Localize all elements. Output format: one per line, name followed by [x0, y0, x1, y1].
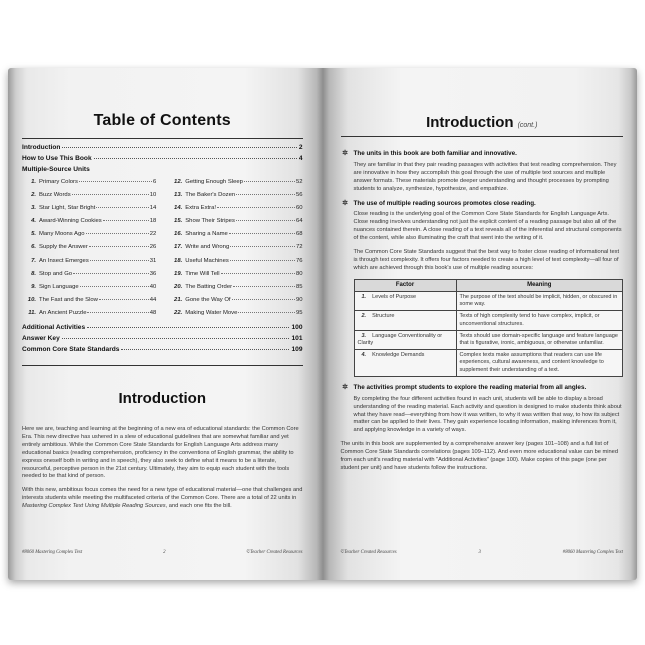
unit-leader-dots	[90, 260, 149, 261]
unit-title: Sharing a Name	[185, 231, 228, 238]
unit-entry	[168, 297, 302, 310]
unit-number: 13.	[174, 192, 183, 199]
unit-leader-dots	[86, 233, 149, 234]
unit-leader-dots	[236, 194, 295, 195]
right-page-content	[341, 68, 624, 580]
right-footer	[341, 550, 624, 555]
section-1-heading-text: The units in this book are both familiar and innovative.	[353, 150, 517, 157]
unit-entry	[22, 218, 156, 231]
unit-title: Write and Wrong	[185, 244, 230, 251]
toc-entry-page: 4	[298, 155, 303, 162]
unit-entry	[168, 310, 302, 323]
unit-leader-dots	[79, 181, 152, 182]
unit-leader-dots	[99, 299, 149, 300]
unit-page: 52	[295, 179, 303, 185]
units-grid	[22, 179, 303, 323]
unit-page: 31	[149, 257, 157, 264]
unit-title: Gone the Way Of	[185, 296, 231, 303]
unit-entry	[168, 218, 302, 231]
unit-leader-dots	[221, 273, 295, 274]
unit-number: 7.	[31, 257, 36, 264]
unit-entry	[22, 258, 156, 271]
toc-title: Table of Contents	[93, 112, 231, 129]
unit-title: Show Their Stripes	[185, 218, 235, 225]
toc-entry	[22, 346, 303, 357]
star-bullet-icon: ✲	[342, 383, 348, 391]
factor-cell	[354, 291, 456, 310]
star-bullet-icon: ✲	[342, 150, 348, 157]
unit-page: 95	[295, 309, 303, 316]
toc-entry-label: Common Core State Standards	[22, 346, 120, 353]
intro-paragraph-1: Here we are, teaching and learning at the beginning of a new era of educational standards: the Common Core Era. This new directive has ushered in a slew of educational guidelines that are somewhat familiar and yet entirely ambitious. While the Common Core State Standards for English Language Arts address many educational basics (reading comprehension, proficiency in the conventions of English grammar, the ability to express oneself both in writing and in speech), they also seek to define what it means to be a literate, resourceful, perceptive person in the 21st century. Ultimately, they aim to equip each student with the tools needed to be that kind of person.	[22, 426, 299, 480]
left-page-number: 2	[163, 550, 166, 555]
unit-entry	[22, 231, 156, 244]
unit-number: 1.	[31, 179, 36, 185]
unit-page: 10	[149, 192, 157, 199]
unit-page: 68	[295, 231, 303, 238]
unit-page: 76	[295, 257, 303, 264]
toc-entry-label: How to Use This Book	[22, 155, 92, 162]
unit-title: Useful Machines	[185, 257, 229, 264]
toc-leader-dots	[121, 349, 289, 350]
section-1-heading	[341, 150, 624, 158]
unit-title: An Ancient Puzzle	[39, 309, 87, 316]
unit-entry	[168, 179, 302, 192]
right-footer-title: #8060 Mastering Complex Text	[562, 550, 623, 555]
unit-entry	[22, 192, 156, 205]
unit-title: Primary Colors	[39, 179, 78, 185]
factor-column-header: Factor	[354, 279, 456, 291]
open-book	[8, 68, 637, 580]
unit-entry	[22, 284, 156, 297]
toc-entry-label: Additional Activities	[22, 324, 86, 331]
unit-number: 8.	[31, 270, 36, 277]
factor-cell	[354, 330, 456, 349]
unit-leader-dots	[229, 233, 295, 234]
right-page-title: Introduction	[426, 114, 514, 131]
unit-number: 9.	[31, 283, 36, 290]
intro-p2-start: With this new, ambitious focus comes the need for a new type of educational material—one that challenges and interests students while meeting the multifaceted criteria of the Common Core. There are a total of 22 units in	[22, 487, 303, 502]
section-2-text-1: Close reading is the underlying goal of the Common Core State Standards for English Language Arts. Close reading involves understanding not just the explicit content of a reading passage but also all of the nuances contained therein. A close reading of a text reveals all of the inferential and structural components of the content, while also illuminating the craft that went into the writing of it.	[353, 211, 622, 242]
factors-table	[354, 279, 624, 377]
factor-row	[354, 350, 623, 377]
unit-title: Time Will Tell	[185, 270, 220, 277]
factor-cell	[354, 350, 456, 377]
unit-leader-dots	[217, 207, 295, 208]
toc-bottom-rule	[22, 365, 303, 366]
meaning-cell: Texts of high complexity tend to have complex, implicit, or unconventional structures.	[456, 311, 622, 330]
unit-entry	[22, 244, 156, 257]
unit-number: 12.	[174, 179, 183, 185]
toc-leader-dots	[87, 327, 289, 328]
left-page-content	[22, 68, 303, 580]
unit-leader-dots	[80, 286, 149, 287]
unit-page: 60	[295, 205, 303, 212]
unit-leader-dots	[232, 299, 295, 300]
unit-number: 4.	[31, 218, 36, 225]
factor-number: 1.	[361, 293, 367, 300]
unit-title: An Insect Emerges	[39, 257, 89, 264]
right-title-wrap	[341, 114, 624, 132]
unit-page: 72	[295, 244, 303, 251]
right-page-number: 3	[478, 550, 481, 555]
section-1-text: They are familiar in that they pair reading passages with activities that test reading comprehension. They are innovative in how they accomplish this goal through the use of multiple text sources and multiple answer formats. These materials promote deeper understanding and thought processes by prompting students to analyze, synthesize, hypothesize, and empathize.	[353, 161, 617, 192]
unit-page: 40	[149, 283, 157, 290]
unit-title: Sign Language	[39, 283, 79, 290]
closing-text: The units in this book are supplemented by a comprehensive answer key (pages 101–108) and a full list of Common Core State Standards correlations (pages 109–112). And even more educational value can be mined from each unit's reading material with "Additional Activities" (page 100). Make copies of this page (one per student per unit) and have students follow the instructions.	[340, 441, 618, 471]
toc-top-entries	[22, 144, 303, 177]
unit-title: Stop and Go	[39, 270, 73, 277]
unit-title: The Fast and the Slow	[39, 296, 98, 303]
book-title-italic: Mastering Complex Text Using Multiple Reading Sources	[22, 503, 166, 510]
unit-leader-dots	[103, 220, 149, 221]
intro-body	[22, 426, 303, 517]
section-2-heading	[341, 200, 624, 208]
factor-row	[354, 291, 623, 310]
unit-number: 3.	[31, 205, 36, 212]
unit-number: 10.	[27, 296, 36, 303]
unit-number: 21.	[174, 296, 183, 303]
unit-leader-dots	[244, 181, 295, 182]
star-bullet-icon: ✲	[342, 199, 348, 207]
unit-leader-dots	[230, 246, 295, 247]
unit-page: 14	[149, 205, 157, 212]
unit-number: 20.	[174, 283, 183, 290]
factor-number: 4.	[361, 352, 367, 359]
unit-page: 26	[149, 244, 157, 251]
unit-number: 19.	[174, 270, 183, 277]
unit-page: 44	[149, 296, 157, 303]
toc-entry-page: 2	[298, 144, 303, 151]
unit-entry	[22, 297, 156, 310]
unit-title: Getting Enough Sleep	[185, 179, 243, 185]
factor-row	[354, 311, 623, 330]
unit-page: 6	[152, 179, 157, 185]
toc-entry-page: 109	[291, 346, 303, 353]
unit-title: Star Light, Star Bright	[39, 205, 96, 212]
factor-number: 3.	[361, 332, 367, 339]
toc-entry-label: Answer Key	[22, 335, 60, 342]
unit-page: 80	[295, 270, 303, 277]
toc-leader-dots	[94, 158, 297, 159]
factors-table-header	[354, 279, 623, 291]
toc-leader-dots	[62, 338, 290, 339]
factor-name: Structure	[372, 313, 395, 320]
unit-leader-dots	[236, 220, 295, 221]
section-3-heading-text: The activities prompt students to explore the reading material from all angles.	[353, 383, 587, 391]
toc-entry	[22, 335, 303, 346]
unit-number: 2.	[31, 192, 36, 199]
unit-title: The Baker's Dozen	[185, 192, 236, 199]
unit-title: The Batting Order	[185, 283, 233, 290]
toc-top-rule	[22, 138, 303, 139]
unit-leader-dots	[238, 312, 295, 313]
unit-number: 5.	[31, 231, 36, 238]
unit-page: 36	[149, 270, 157, 277]
unit-page: 18	[149, 218, 157, 225]
unit-title: Many Moons Ago	[39, 231, 85, 238]
meaning-cell: The purpose of the text should be implicit, hidden, or obscured in some way.	[456, 291, 622, 310]
unit-number: 18.	[174, 257, 183, 264]
toc-entry	[22, 324, 303, 335]
unit-entry	[168, 231, 302, 244]
title-continued: (cont.)	[517, 122, 538, 129]
unit-leader-dots	[230, 260, 295, 261]
right-page	[323, 68, 638, 580]
factor-row	[354, 330, 623, 349]
section-2-text-2: The Common Core State Standards suggest that the best way to foster close reading of informational text is through text complexity. It offers four factors needed to create a high level of text complexity—all four of which are achieved through this book's use of multiple reading sources:	[353, 249, 620, 271]
unit-number: 15.	[174, 218, 183, 225]
left-footer	[22, 550, 303, 555]
section-3-text: By completing the four different activities found in each unit, students will be able to display a broad understanding of the reading material. Each activity and question is designed to make students think about what they have read—everything from how it was written, to why it was written that way, to how its subject matter can be applied to their lives. They gain experience locating information, making inferences from it, and applying knowledge in a variety of ways.	[353, 395, 622, 434]
unit-number: 16.	[174, 231, 183, 238]
unit-entry	[22, 179, 156, 192]
left-footer-title: #8060 Mastering Complex Text	[22, 550, 83, 555]
section-2-heading-text: The use of multiple reading sources promotes close reading.	[353, 199, 536, 207]
unit-entry	[168, 271, 302, 284]
toc-entry-page: 100	[291, 324, 303, 331]
unit-entry	[168, 258, 302, 271]
unit-entry	[22, 310, 156, 323]
factor-name: Knowledge Demands	[372, 352, 425, 359]
section-3-heading	[341, 384, 624, 392]
unit-page: 22	[149, 231, 157, 238]
unit-entry	[22, 271, 156, 284]
unit-entry	[168, 205, 302, 218]
unit-number: 6.	[31, 244, 36, 251]
unit-leader-dots	[233, 286, 295, 287]
unit-page: 64	[295, 218, 303, 225]
intro-paragraph-2	[22, 487, 303, 511]
toc-entry-page: 101	[291, 335, 303, 342]
toc-leader-dots	[62, 147, 296, 148]
unit-number: 11.	[28, 309, 36, 316]
meaning-column-header: Meaning	[456, 279, 622, 291]
meaning-cell: Complex texts make assumptions that readers can use life experiences, cultural awareness, and content knowledge to supplement their understanding of a text.	[456, 350, 622, 377]
left-footer-publisher: ©Teacher Created Resources	[246, 550, 303, 555]
unit-title: Buzz Words	[39, 192, 71, 199]
unit-number: 22.	[174, 309, 183, 316]
unit-leader-dots	[72, 194, 149, 195]
unit-title: Making Water Move	[185, 309, 238, 316]
unit-entry	[168, 244, 302, 257]
toc-entry-label: Introduction	[22, 144, 61, 151]
unit-number: 14.	[174, 205, 183, 212]
right-footer-publisher: ©Teacher Created Resources	[340, 550, 397, 555]
unit-page: 90	[295, 296, 303, 303]
intro-p2-end: , and each one fits the bill.	[165, 503, 232, 510]
meaning-cell: Texts should use domain-specific language and feature language that is figurative, ironic, ambiguous, or otherwise unfamiliar.	[456, 330, 622, 349]
unit-number: 17.	[174, 244, 183, 251]
intro-title: Introduction	[118, 390, 206, 407]
factor-name: Language Conventionality or Clarity	[357, 332, 443, 346]
unit-title: Extra Extra!	[185, 205, 217, 212]
unit-leader-dots	[96, 207, 148, 208]
left-page	[8, 68, 323, 580]
right-body	[341, 150, 624, 479]
unit-title: Supply the Answer	[39, 244, 88, 251]
toc-bottom-entries	[22, 324, 303, 357]
unit-entry	[22, 205, 156, 218]
toc-entry	[22, 155, 303, 166]
unit-page: 56	[295, 192, 303, 199]
units-heading: Multiple-Source Units	[22, 166, 90, 173]
unit-entry	[168, 284, 302, 297]
unit-entry	[168, 192, 302, 205]
unit-leader-dots	[87, 312, 148, 313]
unit-title: Award-Winning Cookies	[39, 218, 102, 225]
factor-name: Levels of Purpose	[372, 293, 417, 300]
unit-leader-dots	[89, 246, 149, 247]
factor-cell	[354, 311, 456, 330]
unit-page: 48	[149, 309, 157, 316]
right-title-rule	[341, 136, 624, 137]
unit-page: 85	[295, 283, 303, 290]
unit-leader-dots	[73, 273, 149, 274]
toc-entry	[22, 144, 303, 155]
factor-number: 2.	[361, 313, 367, 320]
